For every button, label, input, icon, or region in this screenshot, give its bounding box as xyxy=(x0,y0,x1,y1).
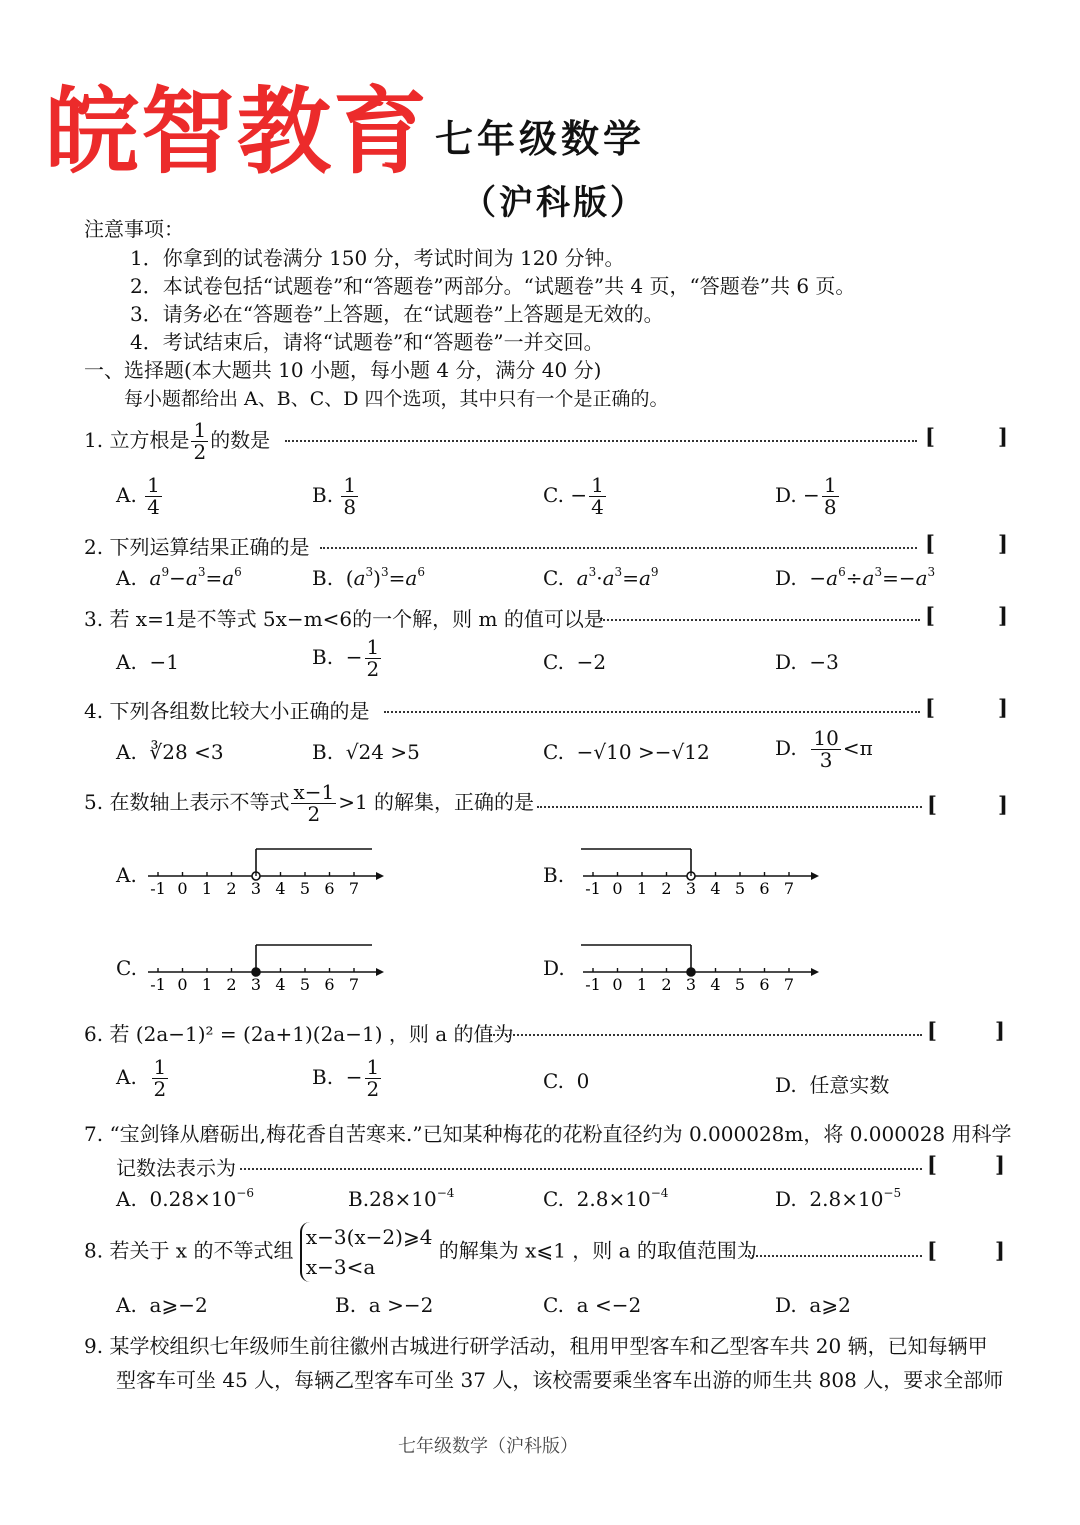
option-a: A. $a^9-a^3=a^6$ xyxy=(116,565,242,590)
page-title: 七年级数学 xyxy=(435,116,646,161)
question-2-stem xyxy=(84,531,309,560)
leader-dots xyxy=(285,440,917,442)
tick-label: -1 xyxy=(150,975,166,994)
question-3-stem xyxy=(84,603,604,632)
question-number: 2. xyxy=(84,535,104,559)
question-6-stem xyxy=(84,1018,514,1047)
tick-label: 0 xyxy=(612,975,623,994)
notice-item-2: 2．本试卷包括“试题卷”和“答题卷”两部分。“试题卷”共 4 页，“答题卷”共 6 页。 xyxy=(130,274,856,298)
option-c: C. −√10 >−√12 xyxy=(543,740,710,764)
tick-label: 4 xyxy=(275,975,286,994)
option-d: D. xyxy=(543,956,565,980)
option-b: B. − $\frac{1}{2}$ xyxy=(312,635,380,681)
question-text: 若关于 x 的不等式组 xyxy=(109,1238,294,1263)
option-a: A. $\frac{1}{2}$ xyxy=(116,1055,167,1101)
option-a: A. $0.28\times 10^{-6}$ xyxy=(116,1186,254,1211)
option-c: C. a <−2 xyxy=(543,1293,642,1317)
question-number: 5. xyxy=(84,790,104,814)
question-1-stem xyxy=(84,420,270,463)
answer-bracket-open: [ xyxy=(925,603,935,628)
question-number: 1. xyxy=(84,428,104,452)
tick-label: 0 xyxy=(612,879,623,898)
leader-dots xyxy=(320,547,917,549)
notice-item-3: 3．请务必在“答题卷”上答题，在“试题卷”上答题是无效的。 xyxy=(130,302,664,326)
leader-dots xyxy=(600,619,920,621)
answer-bracket-close: ] xyxy=(995,1018,1005,1043)
tick-label: 4 xyxy=(710,975,721,994)
question-text: 下列运算结果正确的是 xyxy=(109,535,310,559)
question-number: 8. xyxy=(84,1238,104,1263)
tick-label: 2 xyxy=(661,879,672,898)
option-c: C. 0 xyxy=(543,1069,590,1093)
option-b: B. xyxy=(543,863,565,887)
notice-heading: 注意事项： xyxy=(84,217,184,241)
brand-logo-text: 皖智教育 xyxy=(45,78,430,187)
option-d: D. −3 xyxy=(775,650,839,674)
tick-label: 6 xyxy=(324,975,335,994)
tick-label: 5 xyxy=(734,975,746,994)
option-b: B. − $\frac{1}{2}$ xyxy=(312,1055,380,1101)
tick-label: 2 xyxy=(226,975,237,994)
answer-bracket-open: [ xyxy=(925,424,935,449)
number-line-c xyxy=(140,936,390,996)
option-b: $B.28\times 10^{-4}$ xyxy=(348,1186,455,1211)
tick-label: 1 xyxy=(636,879,648,898)
inequality-system: x−3(x−2)⩾4 x−3<a xyxy=(300,1222,433,1282)
question-7-stem xyxy=(84,1118,1012,1147)
tick-label: 2 xyxy=(226,879,237,898)
question-text: 下列各组数比较大小正确的是 xyxy=(109,699,370,723)
answer-bracket-close: ] xyxy=(995,1152,1005,1177)
tick-label: 3 xyxy=(250,975,262,994)
tick-label: 5 xyxy=(299,879,311,898)
tick-label: 4 xyxy=(710,879,721,898)
option-b: B. a >−2 xyxy=(335,1293,434,1317)
fraction: $\frac{1}{2}$ xyxy=(193,418,207,464)
answer-bracket-close: ] xyxy=(998,424,1008,449)
section-instruction: 每小题都给出 A、B、C、D 四个选项，其中只有一个是正确的。 xyxy=(124,388,669,410)
question-number: 6. xyxy=(84,1022,104,1046)
option-c: C. − $\frac{1}{4}$ xyxy=(543,473,604,519)
tick-label: 7 xyxy=(348,879,360,898)
tick-label: 1 xyxy=(201,879,213,898)
answer-bracket-close: ] xyxy=(995,1238,1005,1263)
question-text: 立方根是 xyxy=(109,428,190,452)
tick-label: 6 xyxy=(759,879,770,898)
option-a: A. a⩾−2 xyxy=(116,1293,208,1317)
question-text: >1 的解集，正确的是 xyxy=(338,790,535,814)
question-9-stem-line2: 型客车可坐 45 人，每辆乙型客车可坐 37 人，该校需要乘坐客车出游的师生共 808 人，要求全部师 xyxy=(116,1368,1004,1392)
option-d: D. 任意实数 xyxy=(775,1073,890,1097)
question-5-stem xyxy=(84,782,534,825)
leader-dots xyxy=(384,711,920,713)
question-number: 3. xyxy=(84,607,104,631)
page-subtitle: （沪科版） xyxy=(462,183,647,223)
answer-bracket-open: [ xyxy=(925,531,935,556)
tick-label: 0 xyxy=(177,879,188,898)
tick-label: 6 xyxy=(324,879,335,898)
tick-label: 1 xyxy=(201,975,213,994)
leader-dots xyxy=(240,1168,922,1170)
option-c: C. $a^3\cdot a^3=a^9$ xyxy=(543,565,659,590)
question-9-stem xyxy=(84,1330,988,1359)
tick-label: 7 xyxy=(783,975,795,994)
answer-bracket-close: ] xyxy=(998,531,1008,556)
question-text: 若 x=1是不等式 5x−m<6的一个解，则 m 的值可以是 xyxy=(109,607,604,631)
option-d: D. − $\frac{1}{8}$ xyxy=(775,473,837,519)
leader-dots xyxy=(745,1255,922,1257)
fraction: $\frac{x-1}{2}$ xyxy=(293,780,335,826)
question-7-stem-line2: 记数法表示为 xyxy=(116,1156,236,1180)
number-line-b xyxy=(575,840,825,900)
option-a: A. ∛28 <3 xyxy=(116,740,224,764)
tick-label: 0 xyxy=(177,975,188,994)
notice-item-4: 4．考试结束后，请将“试题卷”和“答题卷”一并交回。 xyxy=(130,330,604,354)
option-a: A. xyxy=(116,863,137,887)
question-text: 在数轴上表示不等式 xyxy=(109,790,290,814)
question-text: 的解集为 x⩽1 ，则 a 的取值范围为 xyxy=(438,1238,757,1263)
tick-label: 3 xyxy=(685,975,697,994)
answer-bracket-open: [ xyxy=(927,1238,937,1263)
question-text: 若 (2a−1)² = (2a+1)(2a−1) ，则 a 的值为 xyxy=(109,1022,514,1046)
tick-label: 6 xyxy=(759,975,770,994)
answer-bracket-open: [ xyxy=(927,1152,937,1177)
leader-dots xyxy=(537,806,922,808)
leader-dots xyxy=(490,1034,922,1036)
tick-label: 3 xyxy=(250,879,262,898)
tick-label: 2 xyxy=(661,975,672,994)
answer-bracket-close: ] xyxy=(998,603,1008,628)
tick-label: 5 xyxy=(299,975,311,994)
tick-label: -1 xyxy=(150,879,166,898)
question-number: 7. xyxy=(84,1122,104,1146)
option-b: B. √24 >5 xyxy=(312,740,420,764)
option-a: A. −1 xyxy=(116,650,180,674)
question-4-stem xyxy=(84,695,369,724)
tick-label: -1 xyxy=(585,879,601,898)
page-footer: 七年级数学（沪科版） xyxy=(398,1436,578,1457)
option-c: C. xyxy=(116,956,137,980)
notice-item-1: 1．你拿到的试卷满分 150 分，考试时间为 120 分钟。 xyxy=(130,246,625,270)
question-text: 某学校组织七年级师生前往徽州古城进行研学活动，租用甲型客车和乙型客车共 20 辆，已知每辆甲 xyxy=(109,1334,988,1358)
answer-bracket-close: ] xyxy=(998,792,1008,817)
option-b: B. $(a^3)^3=a^6$ xyxy=(312,565,425,590)
option-d: D. $\frac{10}{3}$ <π xyxy=(775,726,873,772)
tick-label: 1 xyxy=(636,975,648,994)
option-c: C. $2.8\times 10^{-4}$ xyxy=(543,1186,669,1211)
tick-label: -1 xyxy=(585,975,601,994)
option-d: D. $-a^6\div a^3=-a^3$ xyxy=(775,565,936,590)
tick-label: 7 xyxy=(783,879,795,898)
answer-bracket-close: ] xyxy=(998,695,1008,720)
option-d: D. a⩾2 xyxy=(775,1293,851,1317)
question-text: 的数是 xyxy=(210,428,271,452)
question-number: 4. xyxy=(84,699,104,723)
tick-label: 5 xyxy=(734,879,746,898)
question-text: “宝剑锋从磨砺出,梅花香自苦寒来.”已知某种梅花的花粉直径约为 0.000028m，将 0.000028 用科学 xyxy=(109,1122,1012,1146)
tick-label: 3 xyxy=(685,879,697,898)
question-8-stem xyxy=(84,1222,757,1282)
number-line-a xyxy=(140,840,390,900)
answer-bracket-open: [ xyxy=(925,695,935,720)
question-number: 9. xyxy=(84,1334,104,1358)
number-line-d xyxy=(575,936,825,996)
option-c: C. −2 xyxy=(543,650,607,674)
option-a: A. $\frac{1}{4}$ xyxy=(116,473,160,519)
tick-label: 4 xyxy=(275,879,286,898)
answer-bracket-open: [ xyxy=(927,792,937,817)
tick-label: 7 xyxy=(348,975,360,994)
answer-bracket-open: [ xyxy=(927,1018,937,1043)
option-b: B. $\frac{1}{8}$ xyxy=(312,473,357,519)
option-d: D. $2.8\times 10^{-5}$ xyxy=(775,1186,902,1211)
section-heading: 一、选择题(本大题共 10 小题，每小题 4 分，满分 40 分) xyxy=(84,358,602,382)
